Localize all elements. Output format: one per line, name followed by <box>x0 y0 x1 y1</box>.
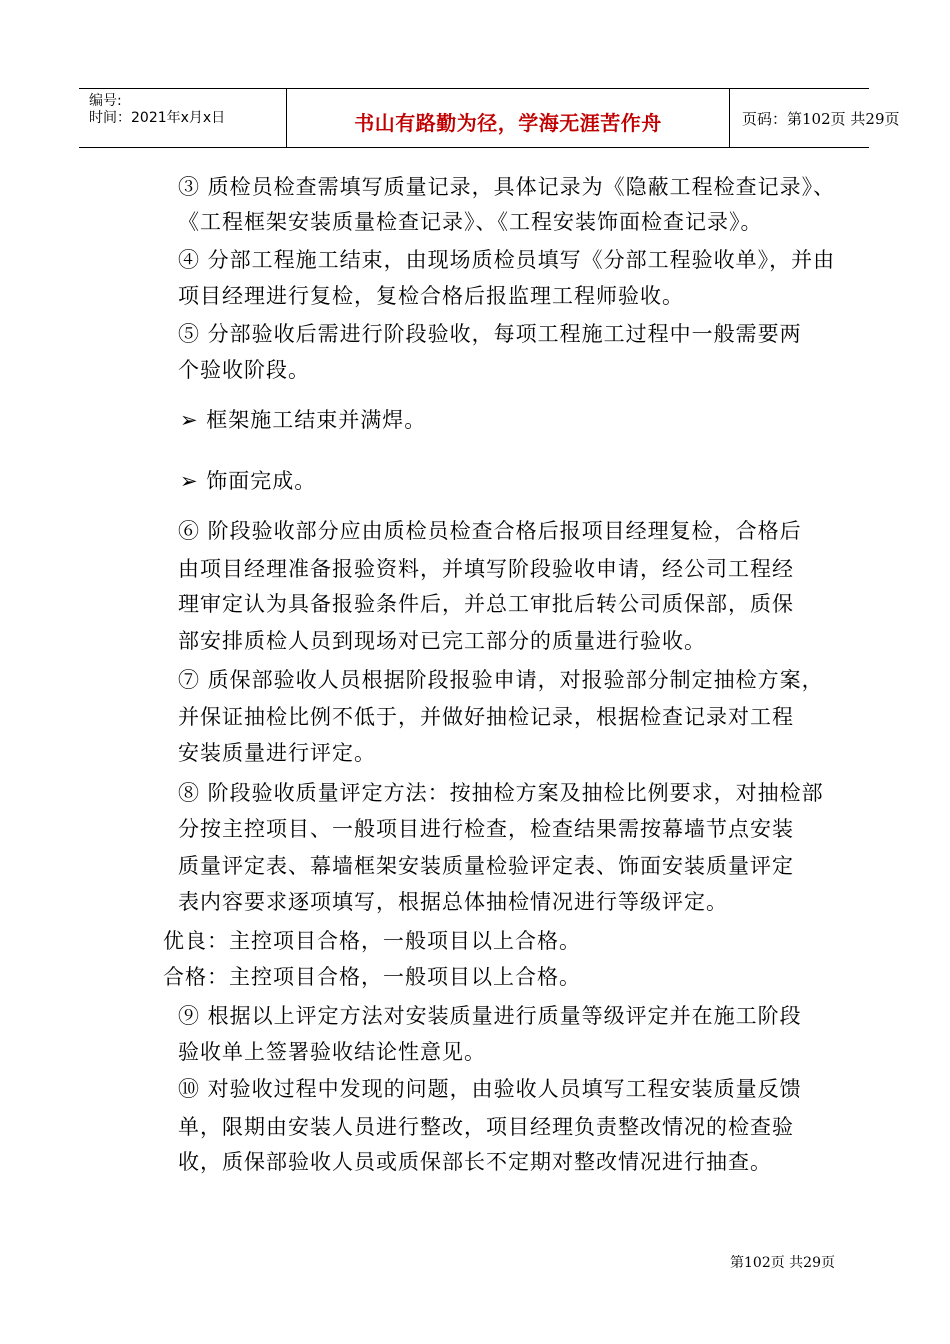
body-line: ④ 分部工程施工结束，由现场质检员填写《分部工程验收单》，并由 <box>178 248 836 272</box>
body-line: ⑨ 根据以上评定方法对安装质量进行质量等级评定并在施工阶段 <box>178 1004 802 1028</box>
time-label: 时间：2021年x月x日 <box>89 110 226 126</box>
body-line: 理审定认为具备报验条件后，并总工审批后转公司质保部，质保 <box>178 592 794 616</box>
bullet-item: ➢ 框架施工结束并满焊。 <box>180 408 427 432</box>
motto-text: 书山有路勤为径，学海无涯苦作舟 <box>354 111 662 135</box>
page-footer: 第102页 共29页 <box>730 1255 835 1271</box>
body-line: ③ 质检员检查需填写质量记录，具体记录为《隐蔽工程检查记录》、 <box>178 175 836 199</box>
body-line: 由项目经理准备报验资料，并填写阶段验收申请，经公司工程经 <box>178 557 794 581</box>
body-line: 分按主控项目、一般项目进行检查，检查结果需按幕墙节点安装 <box>178 817 794 841</box>
body-line: 表内容要求逐项填写，根据总体抽检情况进行等级评定。 <box>178 890 728 914</box>
body-line: 并保证抽检比例不低于，并做好抽检记录，根据检查记录对工程 <box>178 705 794 729</box>
body-line: 质量评定表、幕墙框架安装质量检验评定表、饰面安装质量评定 <box>178 854 794 878</box>
body-line: 《工程框架安装质量检查记录》、《工程安装饰面检查记录》。 <box>178 210 763 234</box>
number-label: 编号: <box>89 93 122 109</box>
body-line: 个验收阶段。 <box>178 358 310 382</box>
header-page-info: 页码：第102页 共29页 <box>742 110 900 128</box>
body-line: 验收单上签署验收结论性意见。 <box>178 1040 486 1064</box>
body-line: 部安排质检人员到现场对已完工部分的质量进行验收。 <box>178 629 706 653</box>
bullet-item: ➢ 饰面完成。 <box>180 469 317 493</box>
body-line: 单，限期由安装人员进行整改，项目经理负责整改情况的检查验 <box>178 1115 794 1139</box>
body-line: 安装质量进行评定。 <box>178 741 376 765</box>
body-line: ⑤ 分部验收后需进行阶段验收，每项工程施工过程中一般需要两 <box>178 322 802 346</box>
grade-excellent: 优良：主控项目合格，一般项目以上合格。 <box>163 929 581 953</box>
body-line: ⑧ 阶段验收质量评定方法：按抽检方案及抽检比例要求，对抽检部 <box>178 781 824 805</box>
body-line: ⑦ 质保部验收人员根据阶段报验申请，对报验部分制定抽检方案， <box>178 668 824 692</box>
body-line: 收，质保部验收人员或质保部长不定期对整改情况进行抽查。 <box>178 1150 772 1174</box>
grade-pass: 合格：主控项目合格，一般项目以上合格。 <box>163 965 581 989</box>
body-line: ⑩ 对验收过程中发现的问题，由验收人员填写工程安装质量反馈 <box>178 1077 802 1101</box>
body-line: 项目经理进行复检，复检合格后报监理工程师验收。 <box>178 284 684 308</box>
body-line: ⑥ 阶段验收部分应由质检员检查合格后报项目经理复检，合格后 <box>178 519 802 543</box>
